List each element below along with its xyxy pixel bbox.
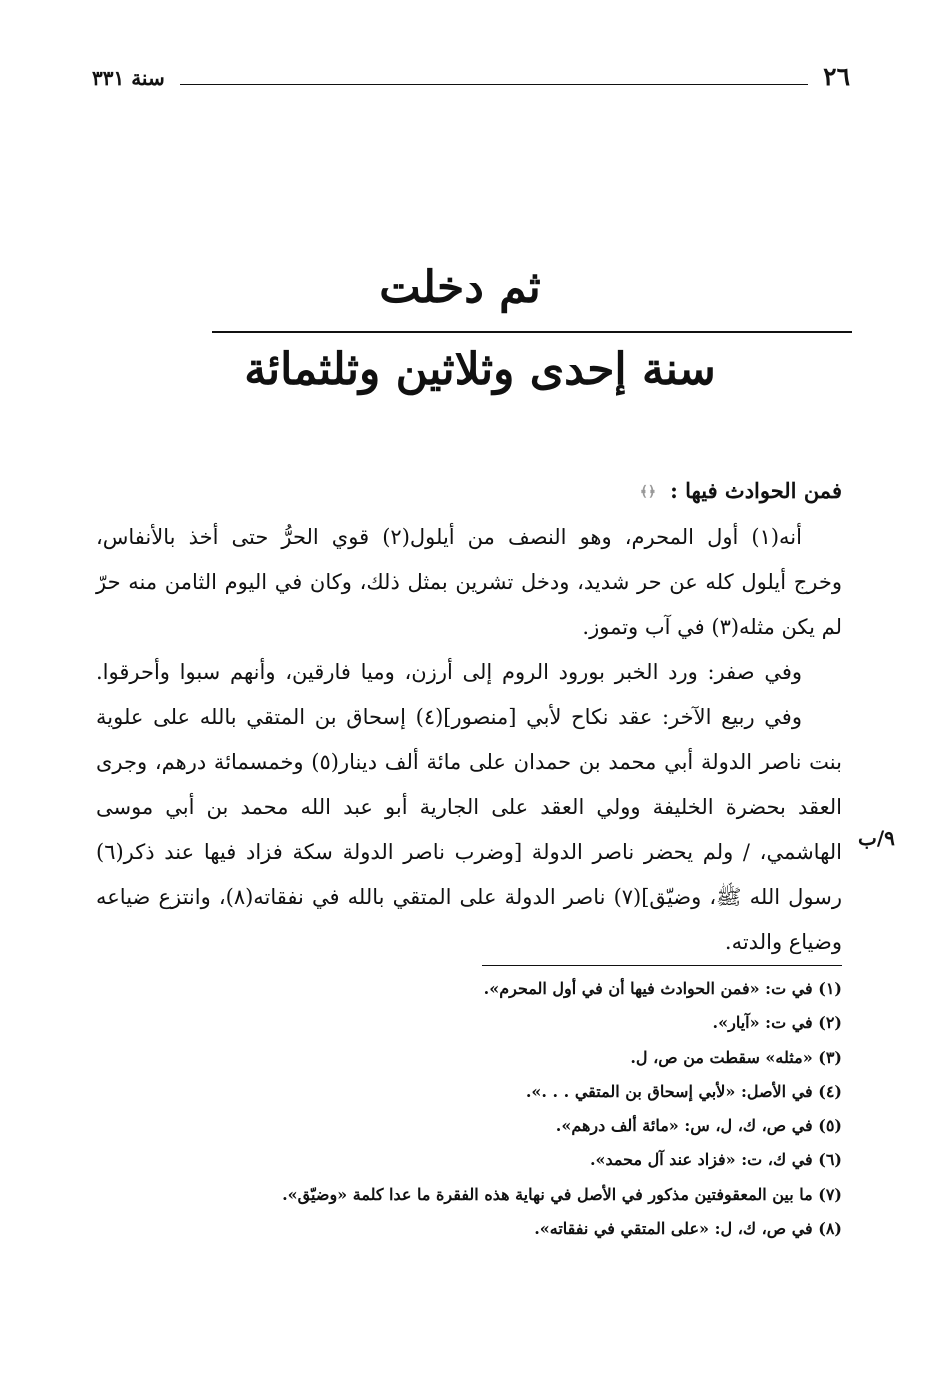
footnote: (٥) في ص، ك، ل، س: «مائة ألف درهم». bbox=[555, 1116, 842, 1136]
footnote: (٤) في الأصل: «لأبي إسحاق بن المتقي . . .». bbox=[525, 1081, 842, 1101]
footnote: (٨) في ص، ك، ل: «على المتقي في نفقاته». bbox=[534, 1219, 842, 1239]
ornament-icon: ﴿﴾ bbox=[639, 484, 657, 500]
running-title: سنة ٣٣١ bbox=[92, 66, 165, 90]
body-text bbox=[96, 468, 842, 965]
text-line: وضياع والدته. bbox=[724, 930, 842, 954]
footnote-rule bbox=[482, 965, 842, 966]
footnote: (٢) في ت: «آيار». bbox=[712, 1013, 842, 1033]
footnote: (٧) ما بين المعقوفتين مذكور في الأصل في نهاية هذه الفقرة ما عدا كلمة «وضيّق». bbox=[282, 1184, 842, 1204]
running-header bbox=[92, 62, 850, 98]
header-rule bbox=[180, 84, 808, 85]
section-heading-text: فمن الحوادث فيها : bbox=[670, 478, 842, 503]
footnote: (٦) في ك، ت: «فزاد عند آل محمد». bbox=[589, 1150, 842, 1170]
text-line: وفي ربيع الآخر: عقد نكاح لأبي [منصور](٤) إسحاق بن المتقي بالله على علوية bbox=[96, 705, 802, 729]
margin-folio-note: ٩/ب bbox=[858, 826, 895, 850]
chapter-title-rule bbox=[212, 331, 852, 333]
text-line: لم يكن مثله(٣) في آب وتموز. bbox=[582, 615, 842, 639]
text-line: رسول الله ﷺ، وضيّق](٧) ناصر الدولة على المتقي بالله في نفقاته(٨)، وانتزع ضياعه bbox=[96, 885, 843, 909]
chapter-title-line1: ثم دخلت bbox=[379, 262, 541, 313]
section-heading bbox=[96, 468, 842, 515]
footnote: (١) في ت: «فمن الحوادث فيها أن في أول المحرم». bbox=[483, 979, 842, 998]
page-number: ٢٦ bbox=[823, 62, 850, 91]
text-line: العقد بحضرة الخليفة وولي العقد على الجارية أبو عبد الله محمد بن أبي موسى bbox=[96, 795, 842, 819]
footnote: (٣) «مثله» سقطت من ص، ل. bbox=[630, 1047, 842, 1067]
footnotes bbox=[150, 972, 842, 1246]
chapter-title-line2: سنة إحدى وثلاثين وثلثمائة bbox=[244, 344, 716, 395]
text-line: أنه(١) أول المحرم، وهو النصف من أيلول(٢) قوي الحرُّ حتى أخذ بالأنفاس، bbox=[96, 525, 802, 549]
text-line: وخرج أيلول كله عن حر شديد، ودخل تشرين بمثل ذلك، وكان في اليوم الثامن منه حرّ bbox=[96, 570, 842, 594]
text-line: الهاشمي، / ولم يحضر ناصر الدولة [وضرب ناصر الدولة سكة فزاد فيها عند ذكر(٦) bbox=[96, 840, 842, 864]
text-line: بنت ناصر الدولة أبي محمد بن حمدان على مائة ألف دينار(٥) وخمسمائة درهم، وجرى bbox=[96, 750, 842, 774]
text-line: وفي صفر: ورد الخبر بورود الروم إلى أرزن، وميا فارقين، وأنهم سبوا وأحرقوا. bbox=[96, 660, 802, 684]
